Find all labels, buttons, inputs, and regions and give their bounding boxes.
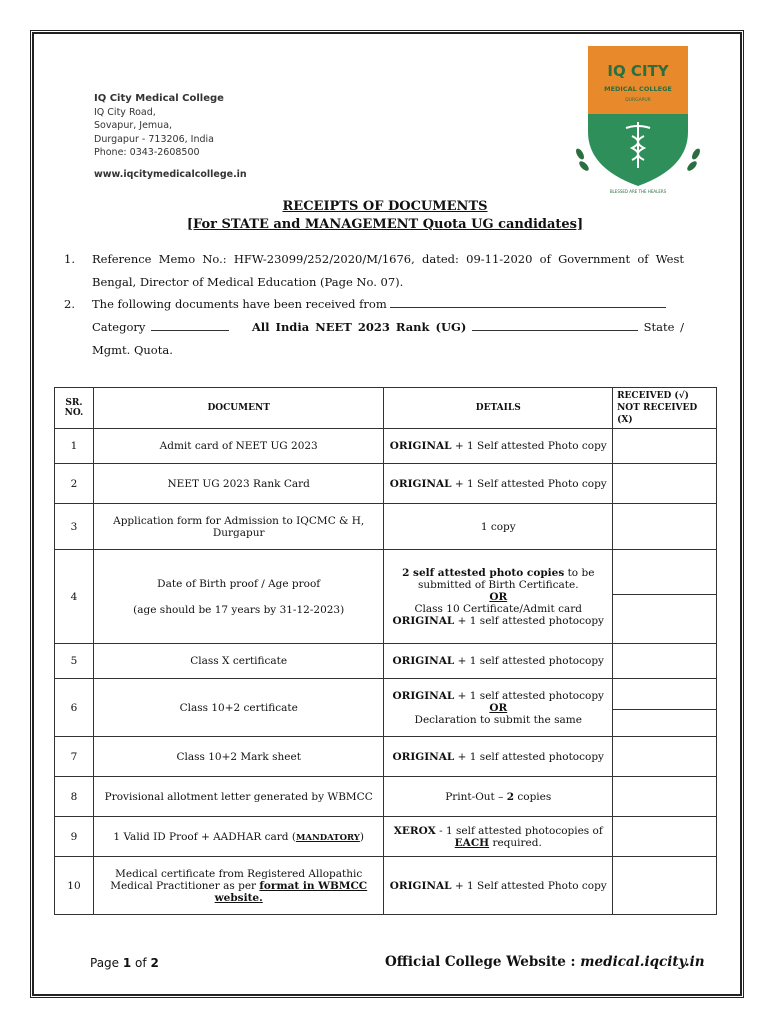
- header-sr: SR. NO.: [55, 388, 94, 429]
- row-sr: 2: [55, 464, 94, 504]
- table-header-row: [55, 388, 717, 429]
- row-details: ORIGINAL + 1 self attested photocopy: [384, 644, 613, 679]
- row-document: Medical certificate from Registered Allopathic Medical Practitioner as per format in WBMCC website.: [93, 857, 383, 915]
- table-row: [55, 737, 717, 777]
- address-line: Durgapur - 713206, India: [94, 133, 214, 145]
- college-address: [94, 92, 247, 181]
- logo-motto: BLESSED ARE THE HEALERS: [609, 189, 667, 194]
- row-details: ORIGINAL + 1 self attested photocopy OR Declaration to submit the same: [384, 679, 613, 737]
- received-cell[interactable]: [613, 817, 717, 857]
- received-cell[interactable]: [613, 679, 717, 737]
- college-website: www.iqcitymedicalcollege.in: [94, 168, 247, 180]
- received-from-text: The following documents have been received from: [92, 297, 387, 311]
- row-details: XEROX - 1 self attested photocopies of EACH required.: [384, 817, 613, 857]
- row-details: 2 self attested photo copies to be submitted of Birth Certificate. OR Class 10 Certificate/Admit card ORIGINAL + 1 self attested photocopy: [384, 550, 613, 644]
- rank-blank-field[interactable]: [472, 318, 638, 331]
- row-sr: 9: [55, 817, 94, 857]
- row-details: Print-Out – 2 copies: [384, 777, 613, 817]
- row-sr: 7: [55, 737, 94, 777]
- category-label: Category: [92, 320, 146, 334]
- row-document: 1 Valid ID Proof + AADHAR card (MANDATORY): [93, 817, 383, 857]
- row-document: Admit card of NEET UG 2023: [93, 429, 383, 464]
- document-title: RECEIPTS OF DOCUMENTS: [282, 199, 488, 214]
- row-sr: 4: [55, 550, 94, 644]
- table-row: [55, 504, 717, 550]
- table-row: [55, 464, 717, 504]
- official-website: [385, 954, 705, 970]
- received-cell[interactable]: [613, 777, 717, 817]
- college-name: IQ City Medical College: [94, 93, 224, 104]
- header-details: DETAILS: [384, 388, 613, 429]
- row-sr: 8: [55, 777, 94, 817]
- received-label: RECEIVED (√): [617, 391, 689, 401]
- row-document: NEET UG 2023 Rank Card: [93, 464, 383, 504]
- website-url[interactable]: medical.iqcity.in: [580, 954, 705, 970]
- table-row: [55, 429, 717, 464]
- row-details: ORIGINAL + 1 Self attested Photo copy: [384, 464, 613, 504]
- table-row: [55, 777, 717, 817]
- table-row: [55, 857, 717, 915]
- table-row: [55, 644, 717, 679]
- page-number: Page 1 of 2: [90, 956, 159, 970]
- received-cell[interactable]: [613, 737, 717, 777]
- row-document: Class 10+2 certificate: [93, 679, 383, 737]
- table-row: [55, 550, 717, 644]
- logo-title: IQ CITY: [607, 62, 669, 80]
- row-details: ORIGINAL + 1 Self attested Photo copy: [384, 429, 613, 464]
- documents-table: [54, 387, 717, 915]
- row-sr: 3: [55, 504, 94, 550]
- row-document: Date of Birth proof / Age proof (age should be 17 years by 31-12-2023): [93, 550, 383, 644]
- name-blank-field[interactable]: [390, 295, 666, 308]
- paragraph-number: 2.: [64, 297, 75, 311]
- address-line: Sovapur, Jemua,: [94, 120, 173, 131]
- row-document: Provisional allotment letter generated by WBMCC: [93, 777, 383, 817]
- paragraph-number: 1.: [64, 252, 75, 266]
- document-subtitle: [For STATE and MANAGEMENT Quota UG candidates]: [186, 217, 584, 232]
- row-details: ORIGINAL + 1 Self attested Photo copy: [384, 857, 613, 915]
- received-cell[interactable]: [613, 550, 717, 644]
- row-sr: 6: [55, 679, 94, 737]
- row-document: Application form for Admission to IQCMC & H, Durgapur: [93, 504, 383, 550]
- received-cell[interactable]: [613, 504, 717, 550]
- received-cell[interactable]: [613, 644, 717, 679]
- quota-text: State / Mgmt. Quota.: [92, 320, 685, 357]
- row-sr: 5: [55, 644, 94, 679]
- category-blank-field[interactable]: [151, 318, 229, 331]
- row-sr: 10: [55, 857, 94, 915]
- row-sr: 1: [55, 429, 94, 464]
- table-row: [55, 679, 717, 737]
- college-logo: [574, 36, 702, 196]
- row-document: Class 10+2 Mark sheet: [93, 737, 383, 777]
- row-details: 1 copy: [384, 504, 613, 550]
- logo-subtitle: MEDICAL COLLEGE: [604, 85, 672, 93]
- rank-label: All India NEET 2023 Rank (UG): [251, 320, 467, 334]
- received-cell[interactable]: [613, 464, 717, 504]
- received-cell[interactable]: [613, 857, 717, 915]
- address-line: IQ City Road,: [94, 106, 156, 118]
- received-cell[interactable]: [613, 429, 717, 464]
- not-received-label: NOT RECEIVED (X): [617, 403, 698, 425]
- row-document: Class X certificate: [93, 644, 383, 679]
- logo-city: DURGAPUR: [625, 98, 651, 103]
- address-phone: Phone: 0343-2608500: [94, 147, 200, 158]
- header-received: [613, 388, 717, 429]
- reference-text: Reference Memo No.: HFW-23099/252/2020/M/1676, dated: 09-11-2020 of Government of West Bengal, Director of Medical Education (Page No. 07).: [92, 252, 684, 289]
- table-row: [55, 817, 717, 857]
- row-details: ORIGINAL + 1 self attested photocopy: [384, 737, 613, 777]
- header-document: DOCUMENT: [93, 388, 383, 429]
- website-label: Official College Website :: [385, 954, 581, 970]
